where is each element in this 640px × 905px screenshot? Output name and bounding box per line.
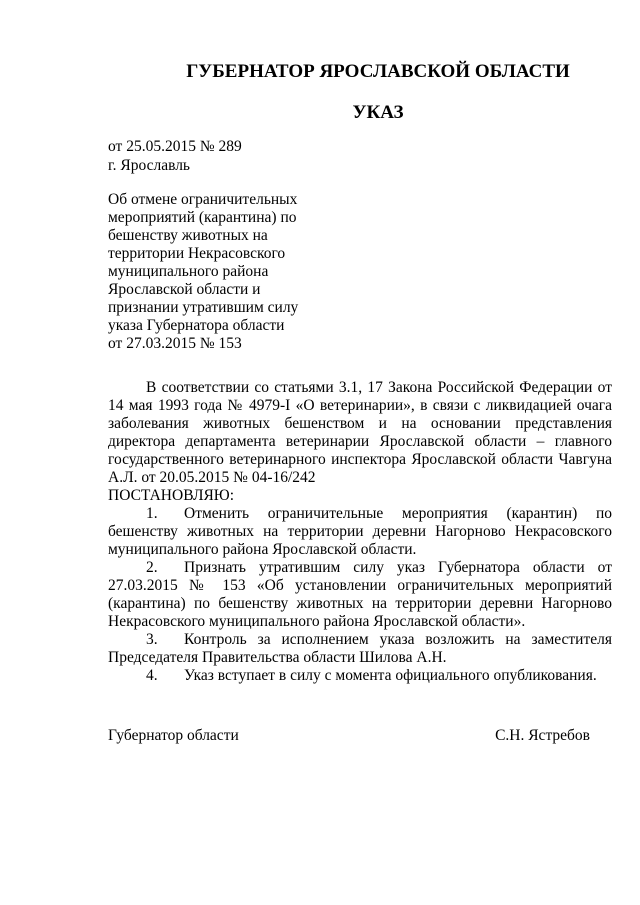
subject-line: указа Губернатора области xyxy=(108,317,285,334)
item-number: 2. xyxy=(146,559,158,576)
city: г. Ярославль xyxy=(108,157,190,174)
item-text: Указ вступает в силу с момента официального опубликования. xyxy=(184,667,597,684)
decree-item xyxy=(108,667,612,685)
item-number: 3. xyxy=(146,631,158,648)
subject-line: муниципального района xyxy=(108,263,269,280)
authority-heading: ГУБЕРНАТОР ЯРОСЛАВСКОЙ ОБЛАСТИ xyxy=(186,61,570,82)
preamble-paragraph: В соответствии со статьями 3.1, 17 Закона Российской Федерации от 14 мая 1993 года № 4979-I «О ветеринарии», в связи с ликвидацией очага заболевания животных бешенством и на основании представления директора департамента ветеринарии Ярославской области – главного государственного ветеринарного инспектора Ярославской области Чавгуна А.Л. от 20.05.2015 № 04-16/242 xyxy=(108,379,612,486)
document-body xyxy=(108,379,612,685)
item-number: 4. xyxy=(146,667,158,684)
subject-line: территории Некрасовского xyxy=(108,245,286,262)
subject-line: признании утратившим силу xyxy=(108,299,299,316)
decree-item xyxy=(108,505,612,559)
document-subject xyxy=(108,191,308,353)
subject-line: Об отмене ограничительных xyxy=(108,191,298,208)
decree-item xyxy=(108,631,612,667)
subject-line: от 27.03.2015 № 153 xyxy=(108,335,242,352)
decree-item xyxy=(108,559,612,631)
item-text: Признать утратившим силу указ Губернатора области от 27.03.2015 № 153 «Об установлении ограничительных мероприятий (карантина) по бешенству животных на территории деревни Нагорново Некрасовского муниципального района Ярославской области». xyxy=(108,559,612,630)
date-number: от 25.05.2015 № 289 xyxy=(108,138,242,155)
document-type-heading: УКАЗ xyxy=(352,102,404,123)
item-text: Отменить ограничительные мероприятия (карантин) по бешенству животных на территории деревни Нагорново Некрасовского муниципального района Ярославской области. xyxy=(108,505,612,558)
signature-block xyxy=(108,727,590,745)
subject-line: мероприятий (карантина) по xyxy=(108,209,297,226)
item-number: 1. xyxy=(146,505,158,522)
signatory-position: Губернатор области xyxy=(108,727,239,744)
signatory-name: С.Н. Ястребов xyxy=(495,727,590,744)
subject-line: бешенству животных на xyxy=(108,227,268,244)
decree-word: ПОСТАНОВЛЯЮ: xyxy=(108,487,235,504)
subject-line: Ярославской области и xyxy=(108,281,261,298)
item-text: Контроль за исполнением указа возложить на заместителя Председателя Правительства области Шилова А.Н. xyxy=(108,631,612,666)
